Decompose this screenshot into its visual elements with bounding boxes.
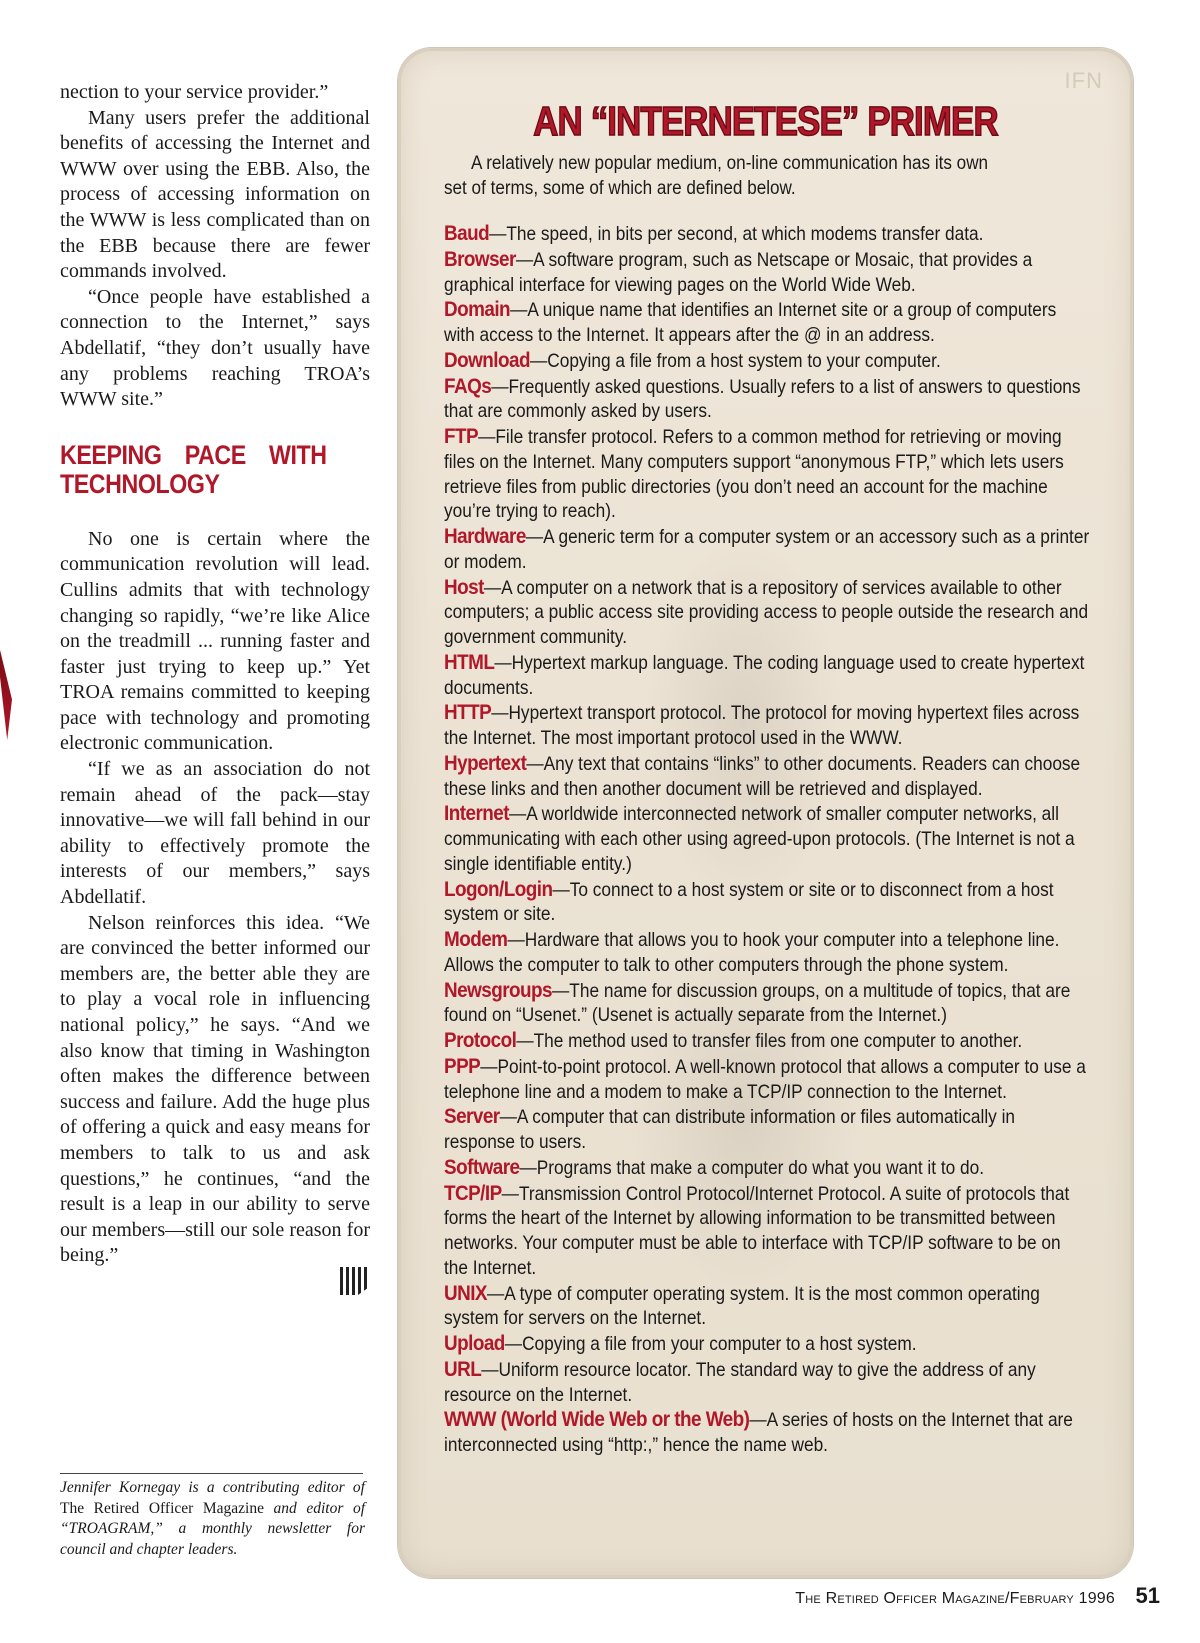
glossary-sidebar — [398, 48, 1133, 1578]
glossary-term: Hardware — [444, 525, 526, 548]
glossary-definition: —The name for discussion groups, on a multitude of topics, that are found on “Usenet.” (Usenet is actually separate from the Internet.) — [444, 980, 1071, 1027]
glossary-definition: —Uniform resource locator. The standard way to give the address of any resource on the Internet. — [444, 1359, 1036, 1406]
glossary-definition: —The method used to transfer files from one computer to another. — [516, 1031, 1023, 1052]
glossary-term: Server — [444, 1105, 500, 1129]
glossary-term: Logon/Login — [444, 877, 553, 901]
paragraph: No one is certain where the communication revolution will lead. Cullins admits that with technology changing so rapidly, “we’re like Alice on the treadmill ... running faster and faster just trying to keep up.” Yet TROA remains committed to keeping pace with technology and promoting electronic communication. — [60, 527, 370, 755]
glossary-entry — [444, 651, 1089, 702]
glossary-definition: —Programs that make a computer do what you want it to do. — [519, 1157, 985, 1179]
glossary-entry — [444, 425, 1089, 525]
glossary-definition: —A computer on a network that is a repository of services available to other computers; a public access site providing access to people outside the research and government community. — [444, 577, 1089, 648]
glossary-definition: —Point-to-point protocol. A well-known protocol that allows a computer to use a telephone line and a modem to make a TCP/IP connection to the Internet. — [444, 1056, 1086, 1103]
glossary-definition: —A series of hosts on the Internet that are interconnected using “http:,” hence the name web. — [444, 1410, 1073, 1456]
glossary-entry — [444, 928, 1089, 979]
glossary-definition: —Any text that contains “links” to other documents. Readers can choose these links and then another document will be retrieved and displayed. — [444, 753, 1081, 800]
page-number: 51 — [1135, 1583, 1160, 1608]
end-of-article-icon — [340, 1267, 370, 1295]
glossary-definition: —Hypertext markup language. The coding language used to create hypertext documents. — [444, 652, 1085, 699]
glossary-term: Protocol — [444, 1029, 517, 1052]
glossary-entry — [444, 1408, 1089, 1459]
glossary-definition: —A unique name that identifies an Internet site or a group of computers with access to the Internet. It appears after the @ in an address. — [444, 300, 1057, 346]
glossary-term: Domain — [444, 298, 511, 322]
glossary-definition: —A worldwide interconnected network of smaller computer networks, all communicating with each other using agreed-upon protocols. (The Internet is not a single identifiable entity.) — [444, 804, 1075, 875]
glossary-definition: —File transfer protocol. Refers to a common method for retrieving or moving files on the Internet. Many computers support “anonymous FTP,” which lets users retrieve files from public directories (you don’t need an account for the machine you’re trying to reach). — [444, 427, 1064, 523]
glossary-term: Internet — [444, 802, 509, 826]
glossary-definition: —Hypertext transport protocol. The protocol for moving hypertext files across the Internet. The most important protocol used in the WWW. — [444, 703, 1080, 749]
glossary-term: HTTP — [444, 701, 492, 725]
glossary-entry — [444, 1156, 1089, 1182]
glossary-entry — [444, 1332, 1089, 1358]
sidebar-title: AN “INTERNETESE” PRIMER — [533, 98, 998, 144]
glossary-term: URL — [444, 1357, 482, 1381]
glossary-entry — [444, 1182, 1089, 1282]
glossary-term: Newsgroups — [444, 978, 553, 1002]
glossary-list — [444, 222, 1089, 1459]
glossary-entry — [444, 1282, 1089, 1333]
glossary-definition: —Transmission Control Protocol/Internet Protocol. A suite of protocols that forms the heart of the Internet by allowing information to be transmitted between networks. Your computer must be able to interface with TCP/IP software to be on the Internet. — [444, 1183, 1070, 1279]
paragraph: Nelson reinforces this idea. “We are convinced the better informed our members are, the better able they are to play a vocal role in influencing national policy,” he says. “And we also know that timing in Washington often makes the difference between success and failure. Add the huge plus of offering a quick and easy means for members to talk to us and ask questions,” he continues, “and the result is a leap in our ability to serve our members—still our sole reason for being.” — [60, 911, 370, 1267]
glossary-term: FTP — [444, 425, 479, 448]
glossary-definition: —Copying a file from a host system to your computer. — [529, 350, 941, 372]
glossary-definition: —To connect to a host system or site or to disconnect from a host system or site. — [444, 879, 1054, 926]
bio-text: Jennifer Kornegay is a contributing editor of — [60, 1479, 365, 1496]
glossary-term: Host — [444, 575, 484, 599]
paragraph: “Once people have established a connection to the Internet,” says Abdellatif, “they don’t usually have any problems reaching TROA’s WWW site.” — [60, 285, 370, 411]
paragraph: “If we as an association do not remain ahead of the pack—stay innovative—we will fall behind in our ability to effectively promote the interests of our members,” says Abdellatif. — [60, 758, 370, 909]
paragraph: Many users prefer the additional benefits of accessing the Internet and WWW over using the EBB. Also, the process of accessing information on the WWW is less complicated than on the EBB because there are fewer commands involved. — [60, 106, 370, 283]
glossary-entry — [444, 979, 1089, 1030]
glossary-definition: —Hardware that allows you to hook your computer into a telephone line. Allows the computer to talk to other computers through the phone system. — [444, 930, 1060, 976]
glossary-term: Upload — [444, 1332, 505, 1355]
glossary-term: FAQs — [444, 374, 492, 398]
glossary-definition: —A software program, such as Netscape or Mosaic, that provides a graphical interface for viewing pages on the World Wide Web. — [444, 249, 1033, 296]
sidebar-intro: A relatively new popular medium, on-line communication has its own set of terms, some of which are defined below. — [444, 153, 989, 199]
glossary-term: TCP/IP — [444, 1181, 502, 1205]
glossary-entry — [444, 1105, 1089, 1156]
divider — [60, 1473, 363, 1474]
glossary-term: WWW (World Wide Web or the Web) — [444, 1408, 750, 1432]
author-bio — [60, 1478, 365, 1560]
glossary-definition: —A generic term for a computer system or an accessory such as a printer or modem. — [444, 527, 1090, 573]
glossary-entry — [444, 298, 1089, 349]
glossary-definition: —A computer that can distribute information or files automatically in response to users. — [444, 1107, 1016, 1153]
glossary-entry — [444, 802, 1089, 877]
glossary-entry — [444, 375, 1089, 426]
glossary-entry — [444, 576, 1089, 651]
magazine-name: The Retired Officer Magazine — [60, 1499, 264, 1517]
glossary-definition: —A type of computer operating system. It is the most common operating system for servers on the Internet. — [444, 1283, 1040, 1330]
glossary-term: Browser — [444, 247, 516, 271]
glossary-definition: —Frequently asked questions. Usually refers to a list of answers to questions that are commonly asked by users. — [444, 376, 1081, 423]
glossary-definition: —The speed, in bits per second, at which modems transfer data. — [489, 224, 984, 245]
brand-mark: IFN — [1064, 68, 1103, 93]
glossary-entry — [444, 525, 1089, 576]
glossary-entry — [444, 222, 1089, 248]
glossary-entry — [444, 1358, 1089, 1409]
page-edge-mark — [0, 650, 12, 740]
glossary-entry — [444, 1029, 1089, 1055]
glossary-entry — [444, 248, 1089, 299]
glossary-term: HTML — [444, 650, 495, 674]
glossary-term: Download — [444, 348, 530, 372]
glossary-term: UNIX — [444, 1281, 488, 1305]
glossary-term: PPP — [444, 1054, 481, 1078]
glossary-entry — [444, 752, 1089, 803]
glossary-term: Software — [444, 1155, 520, 1179]
paragraph: nection to your service provider.” — [60, 81, 329, 103]
footer-publication: The Retired Officer Magazine/February 1996 — [795, 1590, 1115, 1607]
glossary-term: Modem — [444, 928, 508, 951]
glossary-term: Baud — [444, 222, 490, 245]
glossary-entry — [444, 701, 1089, 752]
glossary-entry — [444, 349, 1089, 375]
glossary-definition: —Copying a file from your computer to a host system. — [504, 1334, 917, 1355]
glossary-entry — [444, 878, 1089, 929]
glossary-entry — [444, 1055, 1089, 1106]
bio-text: and editor of “TROAGRAM,” a monthly newsletter for council and chapter leaders. — [60, 1499, 365, 1558]
glossary-term: Hypertext — [444, 751, 527, 775]
article-column — [60, 80, 370, 1295]
section-heading: KEEPING PACE WITH TECHNOLOGY — [60, 439, 327, 499]
